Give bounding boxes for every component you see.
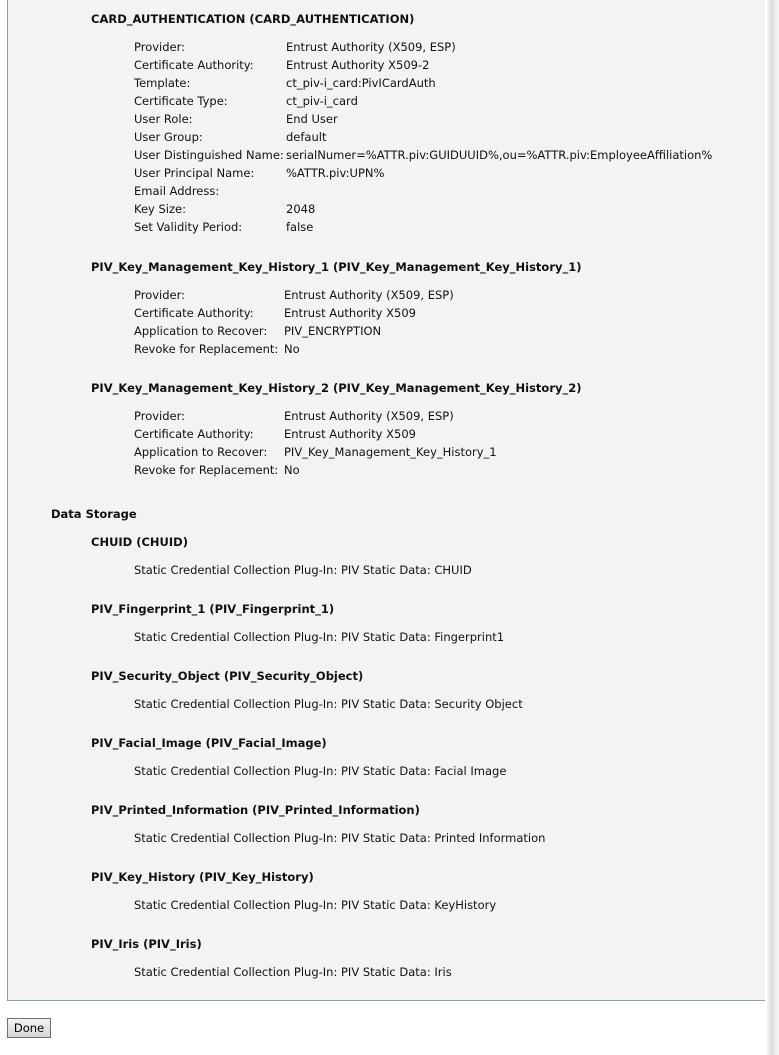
data-storage-item-detail: Static Credential Collection Plug-In: PIV Static Data: KeyHistory xyxy=(134,898,497,912)
property-label: Certificate Authority: xyxy=(134,427,254,441)
property-label: Certificate Type: xyxy=(134,94,228,108)
property-value: No xyxy=(284,463,300,477)
data-storage-item-title: PIV_Key_History (PIV_Key_History) xyxy=(91,870,314,884)
property-value: Entrust Authority X509-2 xyxy=(286,58,430,72)
property-label: Provider: xyxy=(134,288,186,302)
property-label: Set Validity Period: xyxy=(134,220,243,234)
done-button[interactable]: Done xyxy=(7,1018,51,1038)
data-storage-item-title: PIV_Facial_Image (PIV_Facial_Image) xyxy=(91,736,327,750)
property-label: Revoke for Replacement: xyxy=(134,342,279,356)
property-value: false xyxy=(286,220,314,234)
data-storage-item-detail: Static Credential Collection Plug-In: PIV Static Data: CHUID xyxy=(134,563,472,577)
property-value: End User xyxy=(286,112,338,126)
property-value: Entrust Authority (X509, ESP) xyxy=(284,409,454,423)
section-title-key-history-2: PIV_Key_Management_Key_History_2 (PIV_Key_Management_Key_History_2) xyxy=(91,381,582,395)
property-label: Key Size: xyxy=(134,202,186,216)
property-value: %ATTR.piv:UPN% xyxy=(286,166,385,180)
property-value: Entrust Authority (X509, ESP) xyxy=(286,40,456,54)
property-label: User Principal Name: xyxy=(134,166,255,180)
property-label: Application to Recover: xyxy=(134,324,268,338)
data-storage-item-detail: Static Credential Collection Plug-In: PIV Static Data: Fingerprint1 xyxy=(134,630,505,644)
property-value: PIV_Key_Management_Key_History_1 xyxy=(284,445,497,459)
property-label: User Distinguished Name: xyxy=(134,148,284,162)
property-value: Entrust Authority X509 xyxy=(284,427,416,441)
property-value: Entrust Authority X509 xyxy=(284,306,416,320)
summary-panel xyxy=(7,0,765,1001)
property-label: Template: xyxy=(134,76,191,90)
property-label: Revoke for Replacement: xyxy=(134,463,279,477)
data-storage-item-title: CHUID (CHUID) xyxy=(91,535,188,549)
data-storage-item-title: PIV_Printed_Information (PIV_Printed_Information) xyxy=(91,803,420,817)
property-label: Email Address: xyxy=(134,184,220,198)
data-storage-item-title: PIV_Security_Object (PIV_Security_Object) xyxy=(91,669,364,683)
section-title-card-authentication: CARD_AUTHENTICATION (CARD_AUTHENTICATION) xyxy=(91,12,415,26)
property-label: User Group: xyxy=(134,130,203,144)
property-value: PIV_ENCRYPTION xyxy=(284,324,382,338)
property-value: ct_piv-i_card:PivICardAuth xyxy=(286,76,436,90)
property-value: Entrust Authority (X509, ESP) xyxy=(284,288,454,302)
property-label: Application to Recover: xyxy=(134,445,268,459)
property-value: ct_piv-i_card xyxy=(286,94,358,108)
data-storage-item-detail: Static Credential Collection Plug-In: PIV Static Data: Security Object xyxy=(134,697,523,711)
data-storage-item-detail: Static Credential Collection Plug-In: PIV Static Data: Facial Image xyxy=(134,764,507,778)
property-label: Certificate Authority: xyxy=(134,58,254,72)
group-title-data-storage: Data Storage xyxy=(51,507,137,521)
property-label: User Role: xyxy=(134,112,193,126)
data-storage-item-detail: Static Credential Collection Plug-In: PIV Static Data: Printed Information xyxy=(134,831,546,845)
data-storage-item-title: PIV_Fingerprint_1 (PIV_Fingerprint_1) xyxy=(91,602,335,616)
property-label: Provider: xyxy=(134,409,186,423)
property-label: Certificate Authority: xyxy=(134,306,254,320)
data-storage-item-title: PIV_Iris (PIV_Iris) xyxy=(91,937,202,951)
property-value: serialNumer=%ATTR.piv:GUIDUUID%,ou=%ATTR.piv:EmployeeAffiliation% xyxy=(286,148,713,162)
data-storage-item-detail: Static Credential Collection Plug-In: PIV Static Data: Iris xyxy=(134,965,452,979)
property-value: default xyxy=(286,130,327,144)
property-value: No xyxy=(284,342,300,356)
page-edge-shadow xyxy=(766,0,779,1055)
property-value: 2048 xyxy=(286,202,316,216)
section-title-key-history-1: PIV_Key_Management_Key_History_1 (PIV_Key_Management_Key_History_1) xyxy=(91,260,582,274)
property-label: Provider: xyxy=(134,40,186,54)
